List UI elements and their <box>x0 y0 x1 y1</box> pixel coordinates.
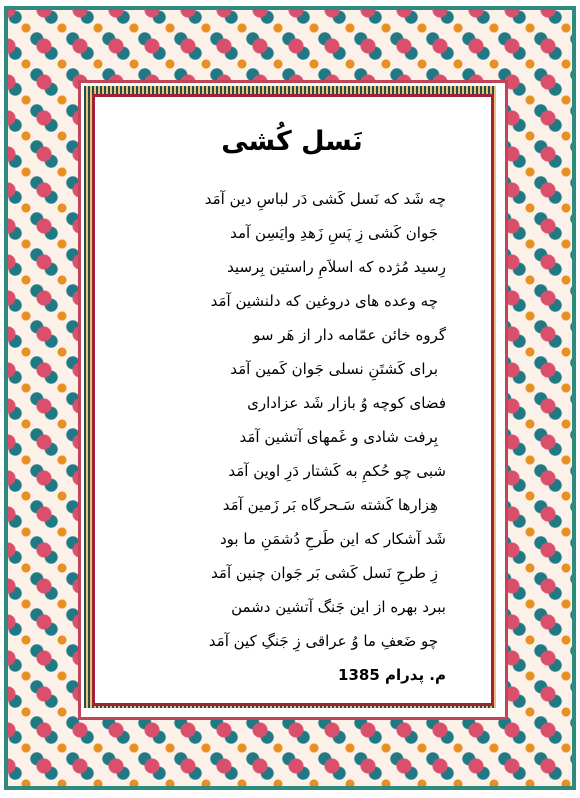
poem-line: چه وعده های دروغین که دلنشین آمَد <box>210 292 438 310</box>
poem-line: شَد آشکار که این طَرحِ دُشمَنِ ما بود <box>219 530 446 548</box>
poem-line: زِ طرحِ نَسل کَشی بَر جَوان چنین آمَد <box>211 564 438 582</box>
poem-line: برای کَشتَنِ نسلی جَوان کَمین آمَد <box>230 360 438 378</box>
poem-line: هِزارها کَشته سَـحرگاه بَر زَمین آمَد <box>222 496 438 514</box>
poem-line: فضای کوچه وُ بازار شَد عزاداری <box>247 394 446 412</box>
poem-line: گروه خائن عمّامه دار از هَر سو <box>253 326 446 344</box>
ornamental-frame <box>4 6 576 790</box>
poem-line: بِرفت شادی و غَمهای آتشین آمَد <box>239 428 438 446</box>
poem-line: رِسید مُژده که اسلاَمِ راستین بِرسید <box>227 258 446 276</box>
poem-line: جَوان کَشی زِ پَسِ زَهدِ وایَسِن آمد <box>230 224 438 242</box>
poem-signature: م. پدرام 1385 <box>338 666 446 684</box>
poem-line: ببرد بهره از این جَنگ آتشین دشمن <box>231 598 446 616</box>
poem-line: چه شَد که نَسل کَشی دَر لباسِ دین آمَد <box>204 190 446 208</box>
poem-title: نَسل کُشی <box>221 126 363 157</box>
poem-line: شبی چو حُکمِ به کَشتار دَرِ اوین آمَد <box>228 462 446 480</box>
poem-page <box>98 100 486 700</box>
poem-line: چو ضَعفِ ما وُ عراقی زِ جَنگِ کین آمَد <box>208 632 438 650</box>
